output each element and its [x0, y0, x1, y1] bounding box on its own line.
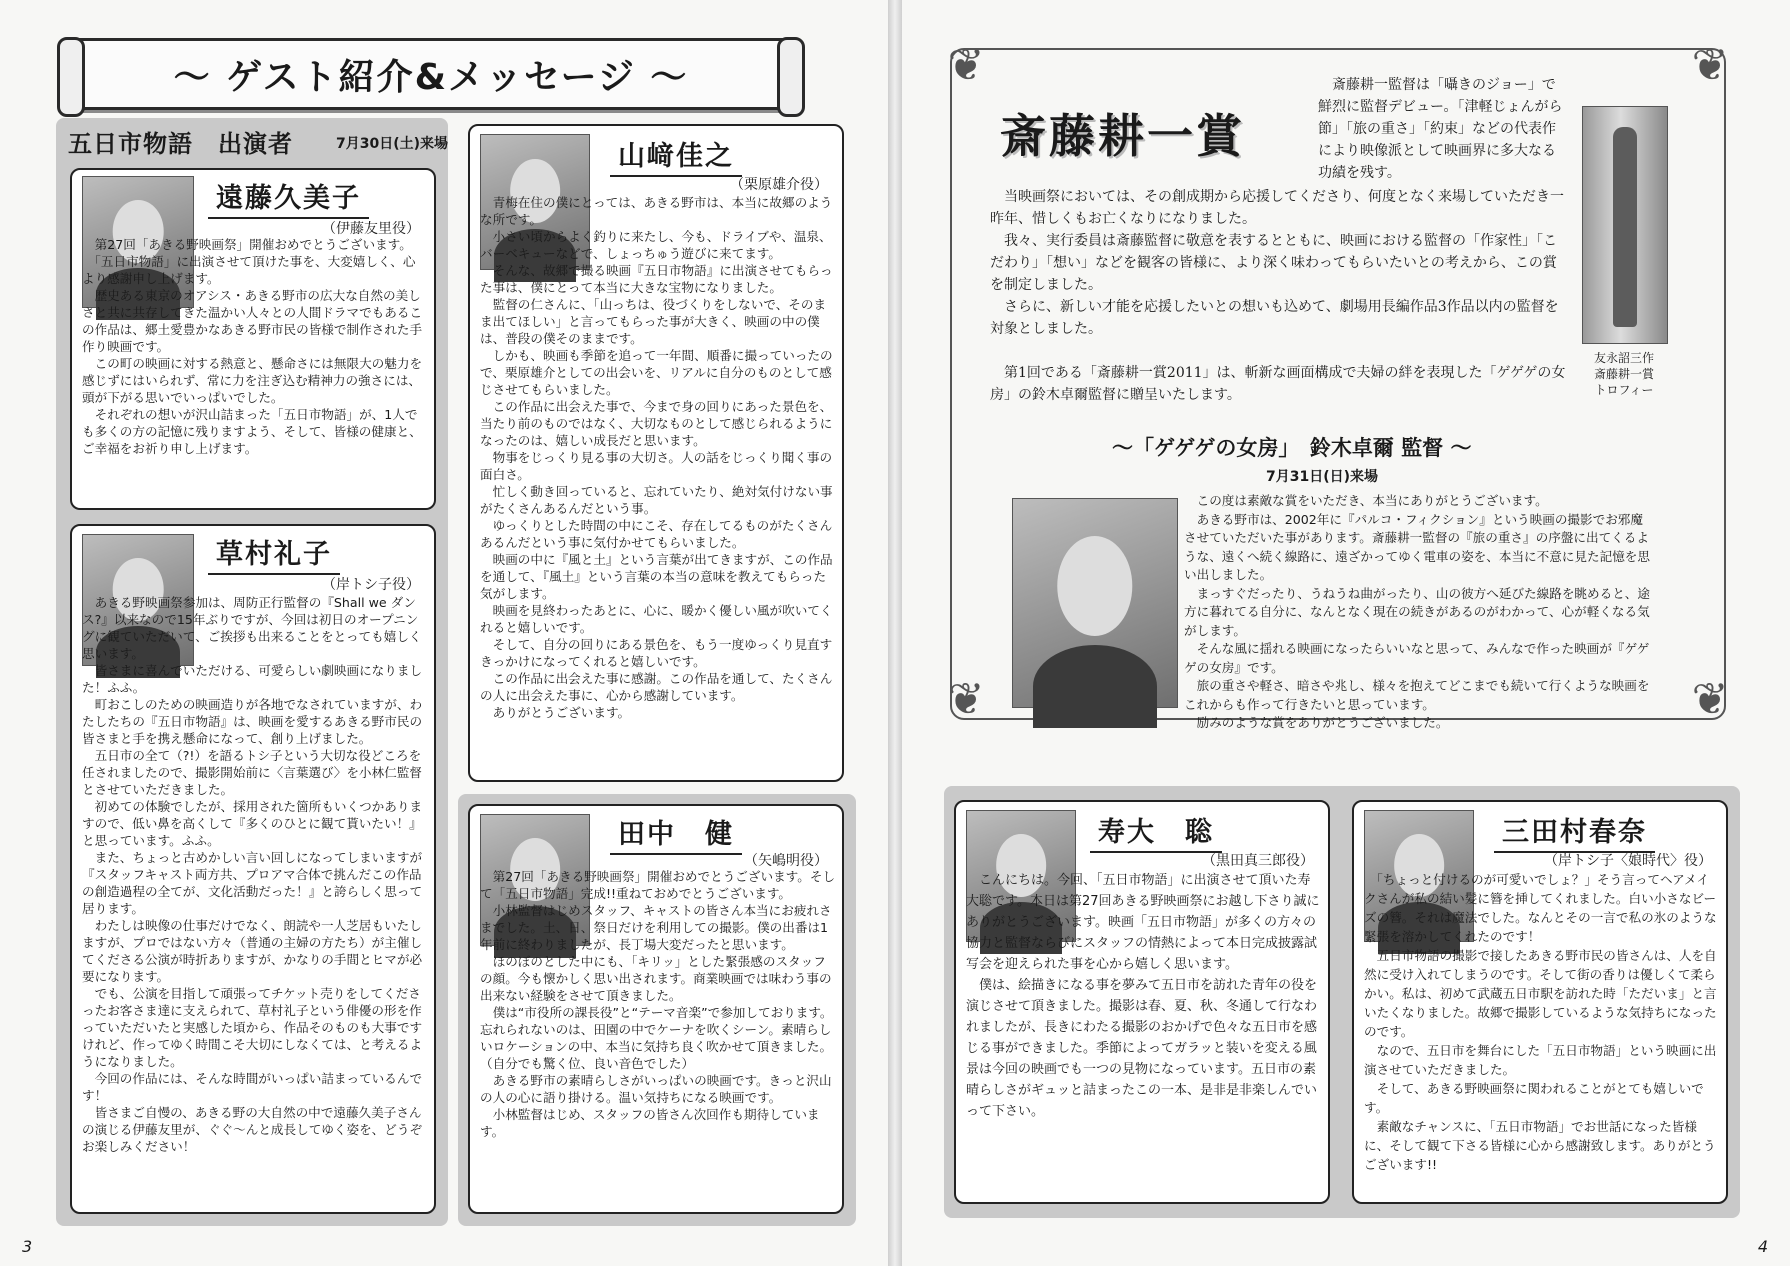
guest-card-endo: [70, 168, 436, 510]
section-date: 7月30日(土)来場: [336, 136, 449, 152]
guest-message: 第27回「あきる野映画祭」開催おめでとうございます。 「五日市物語」に出演させて頂けた事を、大変嬉しく、心より感謝申し上げます。 歴史ある東京のオアシス・あきる野市の広大な自然の美しさと共に共存してきた温かい人々との人間ドラマでもあるこの作品は、郷土愛豊かなあきる野市民の皆様で制作された手作り映画です。 この町の映画に対する熱意と、懸命さには無限大の魅力を感じずにはいられず、常に力を注ぎ込む精神力の強さには、頭が下がる思いでいっぱいでした。 それぞれの想いが沢山詰まった「五日市物語」が、1人でも多くの方の記憶に残りますよう、そして、皆様の健康と、ご幸福をお祈り申し上げます。: [82, 237, 423, 456]
ornament-icon: ❦: [1691, 674, 1729, 725]
guest-message: 「ちょっと付けるのが可愛いでしょ？」そう言ってヘアメイクさんが私の結い髪に簪を挿してくれました。白い小さなビーズの簪。それは魔法でした。なんとその一言で私の氷のような緊張を溶かしてくれたのです！ 五日市物語の撮影で接したあきる野市民の皆さんは、人を自然に受け入れてしまうのです。そして街の香りは優しくて柔らかい。私は、初めて武蔵五日市駅を訪れた時「ただいま」と言いたくなりました。故郷で撮影しているような気持ちになったのです。 なので、五日市を舞台にした「五日市物語」という映画に出演させていただきました。 そして、あきる野映画祭に関われることがとても嬉しいです。 素敵なチャンスに、「五日市物語」でお世話になった皆様に、そして観て下さる皆様に心から感謝致します。ありがとうございます!!: [1364, 872, 1717, 1172]
guest-card-kotobuki: [954, 800, 1330, 1204]
guest-name: 遠藤久美子: [208, 176, 369, 219]
director-photo: [1012, 498, 1178, 708]
right-page: [902, 0, 1790, 1266]
guest-message: あきる野映画祭参加は、周防正行監督の『Shall we ダンス?』以来なので15年ぶりですが、今回は初日のオープニングに観ていただいて、ご挨拶も出来ることをとっても嬉しく思います。 皆さまに喜んでいただける、可愛らしい劇映画になりました！ふふ。 町おこしのための映画造りが各地でなされていますが、わたしたちの『五日市物語』は、映画を愛するあきる野市民の皆さまと手を携え懸命になって、創り上げました。 五日市の全て（?!）を語るトシ子という大切な役どころを任されましたので、撮影開始前に〈言葉選び〉を小林仁監督とさせていただきました。 初めての体験でしたが、採用された箇所もいくつかありますので、低い鼻を高くして『多くのひとに観て貰いたい！』と思っています。ふふ。 また、ちょっと古めかしい言い回しになってしまいますが『スタッフキャスト両方共、プロアマ合体で挑んだこの作品の創造過程の全てが、文化活動だった！』と誇らしく思って居ります。 わたしは映像の仕事だけでなく、朗読や一人芝居もいたしますが、プロではない方々（普通の主婦の方たち）が主催してくださる公演が時折ありますが、かなりの手間とヒマが必要になります。 でも、公演を目指して頑張ってチケット売りをしてくださったお客さま達に支えられて、草村礼子という俳優の形を作っていただいたと実感した頃から、作品そのものも大事ですけれど、作ってゆく時間こそ大切にしなくては、と考えるようになりました。 今回の作品には、そんな時間がいっぱい詰まっているんです！ 皆さまご自慢の、あきる野の大自然の中で遠藤久美子さんの演じる伊藤友里が、ぐぐ～んと成長してゆく姿を、どうぞお楽しみください！: [82, 595, 423, 1154]
scroll-roll-left: [57, 37, 85, 117]
ornament-icon: ❦: [947, 674, 985, 725]
guest-role: （黒田真三郎役）: [1202, 853, 1314, 869]
award-description: 当映画祭においては、その創成期から応援してくださり、何度となく来場していただき一昨年、惜しくもお亡くなりになりました。 我々、実行委員は斎藤監督に敬意を表するとともに、映画における監督の「作家性」「こだわり」「想い」などを観客の皆様に、より深く味わってもらいたいとの考えから、この賞を制定しました。 さらに、新しい才能を応援したいとの想いも込めて、劇場用長編作品3作品以内の監督を対象としました。 第1回である「斎藤耕一賞2011」は、斬新な画面構成で夫婦の絆を表現した「ゲゲゲの女房」の鈴木卓爾監督に贈呈いたします。: [990, 189, 1566, 403]
guest-card-yamazaki: [468, 124, 844, 782]
guest-role: （伊藤友里役）: [322, 221, 420, 237]
ornament-icon: ❦: [1691, 40, 1729, 91]
ornament-icon: ❦: [947, 40, 985, 91]
section-title: 五日市物語 出演者: [68, 130, 293, 158]
award-intro: 斎藤耕一監督は「囁きのジョー」で鮮烈に監督デビュー。「津軽じょんがら節」「旅の重さ」「約束」などの代表作により映像派として映画界に多大なる功績を残す。: [1318, 77, 1563, 181]
guest-role: （矢嶋明役）: [744, 853, 828, 869]
banner-title: ～ ゲスト紹介&メッセージ ～: [173, 56, 689, 98]
guest-message: こんにちは。今回、「五日市物語」に出演させて頂いた寿大聡です。本日は第27回あきる野映画祭にお越し下さり誠にありがとうございます。映画「五日市物語」が多くの方々の協力と監督ならびにスタッフの情熱によって本日完成披露試写会を迎えられた事を心から嬉しく思います。 僕は、絵描きになる事を夢みて五日市を訪れた青年の役を演じさせて頂きました。撮影は春、夏、秋、冬通して行なわれましたが、長きにわたる撮影のおかげで色々な五日市を感じる事ができました。季節によってガラッと装いを変える風景は今回の映画でも一つの見物になっています。五日市の素晴らしさがギュッと詰まったこの一本、是非是非楽しんでいって下さい。: [966, 873, 1320, 1119]
guest-message: 第27回「あきる野映画祭」開催おめでとうございます。そして「五日市物語」完成!!重ねておめでとうございます。 小林監督はじめスタッフ、キャストの皆さん本当にお疲れさまでした。土、日、祭日だけを利用しての撮影。僕の出番は1年前に終わりましたが、長丁場大変だったと思います。 ほのぼのとした中にも、「キリッ」とした緊張感のスタッフの顔。今も懐かしく思い出されます。商業映画では味わう事の出来ない経験をさせて頂きました。 僕は“市役所の課長役”と“テーマ音楽”で参加しております。忘れられないのは、田園の中でケーナを吹くシーン。素晴らしいロケーションの中、本当に気持ち良く吹かせて頂きました。（自分でも驚く位、良い音色でした） あきる野市の素晴らしさがいっぱいの映画です。きっと沢山の人の心に語り掛ける。温い気持ちになる映画です。 小林監督はじめ、スタッフの皆さん次回作も期待しています。: [480, 869, 836, 1139]
guest-name: 草村礼子: [208, 532, 340, 575]
guest-banner: [72, 38, 790, 110]
trophy-photo: [1582, 106, 1668, 344]
guest-name: 寿大 聡: [1090, 810, 1222, 853]
director-message: この度は素敵な賞をいただき、本当にありがとうございます。 あきる野市は、2002年に『パルコ・フィクション』という映画の撮影でお邪魔させていただいた事があります。斎藤耕一監督の『旅の重さ』の序盤に出てくるような、遠くへ続く線路に、遠ざかってゆく電車の姿を、本当に不意に見た記憶を思い出しました。 まっすぐだったり、うねうね曲がったり、山の彼方へ延びた線路を眺めると、途方に暮れてる自分に、なんとなく現在の続きがあるのがわかって、心が軽くなる気がします。 そんな風に揺れる映画になったらいいなと思って、みんなで作った映画が『ゲゲゲの女房』です。 旅の重さや軽さ、暗さや兆し、様々を抱えてどこまでも続いて行くような映画をこれからも作って行きたいと思っています。 励みのような賞をありがとうございました。: [1184, 493, 1650, 730]
guest-name: 田中 健: [610, 812, 742, 855]
guest-card-mitamura: [1352, 800, 1728, 1204]
guest-card-kusamura: [70, 524, 436, 1214]
page-number: 4: [1757, 1237, 1768, 1256]
page-number: 3: [22, 1237, 33, 1256]
guest-message: 青梅在住の僕にとっては、あきる野市は、本当に故郷のような所です。 小さい頃からよく釣りに来たし、今も、ドライブや、温泉、バーベキューなどで、しょっちゅう遊びに来てます。 そんな、故郷で撮る映画『五日市物語』に出演させてもらった事は、僕にとって本当に大きな宝物になりました。 監督の仁さんに、「山っちは、役づくりをしないで、そのまま出てほしい」と言ってもらった事が大きく、映画の中の僕は、普段の僕そのままです。 しかも、映画も季節を追って一年間、順番に撮っていったので、栗原雄介としての出会いを、リアルに自分のものとして感じさせてもらいました。 この作品に出会えた事で、今まで身の回りにあった景色を、当たり前のものではなく、大切なものとして感じられるようになったのは、嬉しい成長だと思います。 物事をじっくり見る事の大切さ。人の話をじっくり聞く事の面白さ。 忙しく動き回っていると、忘れていたり、絶対気付けない事がたくさんあるんだという事。 ゆっくりとした時間の中にこそ、存在してるものがたくさんあるんだという事に気付かせてもらいました。 映画の中に『風と土』という言葉が出てきますが、この作品を通して、『風土』という言葉の本当の意味を教えてもらった気がします。 映画を見終わったあとに、心に、暖かく優しい風が吹いてくれると嬉しいです。 そして、自分の回りにある景色を、もう一度ゆっくり見直すきっかけになってくれると嬉しいです。 この作品に出会えた事に感謝。この作品を通して、たくさんの人に出会えた事に、心から感謝しています。 ありがとうございます。: [480, 195, 833, 720]
guest-name: 三田村春奈: [1494, 810, 1655, 853]
guest-role: （岸トシ子〈娘時代〉役）: [1544, 853, 1712, 869]
page-gutter: [888, 0, 902, 1266]
guest-name: 山﨑佳之: [610, 134, 742, 177]
director-title: ～「ゲゲゲの女房」 鈴木卓爾 監督 ～: [1112, 435, 1472, 460]
award-title: 斎藤耕一賞: [1000, 109, 1245, 163]
trophy-caption: 友永詔三作 斎藤耕一賞 トロフィー: [1593, 351, 1654, 397]
guest-role: （栗原雄介役）: [730, 177, 828, 193]
guest-card-tanaka: [468, 804, 844, 1214]
director-date: 7月31日(日)来場: [1266, 469, 1379, 485]
left-page: [0, 0, 888, 1266]
scroll-roll-right: [777, 37, 805, 117]
guest-role: （岸トシ子役）: [322, 577, 420, 593]
